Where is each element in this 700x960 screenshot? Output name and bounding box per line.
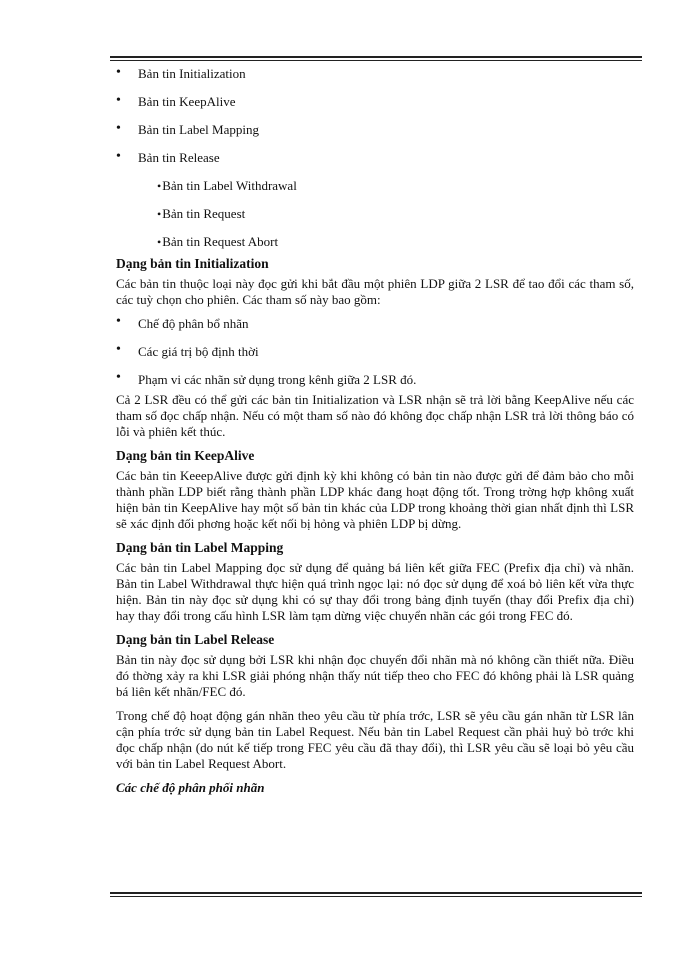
heading-label-mapping: Dạng bản tin Label Mapping (116, 540, 284, 555)
sub-list-item: •Bản tin Request Abort (157, 234, 279, 249)
paragraph: Bản tin này đọc sử dụng bởi LSR khi nhận đọc chuyển đổi nhãn mà nó không cần thiết nữa. Điều đó thờng xảy ra khi LSR giải phóng nhận thấy nút tiếp theo cho FEC đó không phải là LSR quảng bá liên kết nhãn/FEC đó. (116, 652, 634, 699)
top-rule (110, 56, 642, 61)
paragraph: Các bản tin thuộc loại này đọc gửi khi bắt đầu một phiên LDP giữa 2 LSR để tao đổi các tham số, các tuỳ chọn cho phiên. Các tham số này bao gồm: (116, 276, 634, 307)
paragraph: Các bản tin Label Mapping đọc sử dụng để quảng bá liên kết giữa FEC (Prefix địa chỉ) và nhãn. Bản tin Label Withdrawal thực hiện quá trình ngọc lại: nó đọc sử dụng để xoá bỏ liên kết vừa thực hiện. Bản tin này đọc sử dụng khi có sự thay đổi trong bảng định tuyến (thay đổi Prefix địa chỉ) hay thay đổi trong cấu hình LSR làm tạm dừng việc chuyển nhãn các gói trong FEC đó. (116, 560, 634, 623)
paragraph: Cả 2 LSR đều có thể gửi các bản tin Initialization và LSR nhận sẽ trả lời bằng KeepAlive nếu các tham số đọc chấp nhận. Nếu có một tham số nào đó không đọc chấp nhận LSR trả lời thông báo có lỗi và phiên kết thúc. (116, 392, 634, 439)
sub-list-item: •Bản tin Label Withdrawal (157, 178, 297, 193)
heading-label-distribution-modes: Các chế độ phân phối nhãn (116, 780, 265, 795)
list-item: • Các giá trị bộ định thời (116, 342, 259, 359)
list-item: • Chế độ phân bổ nhãn (116, 314, 249, 331)
sub-list-item: •Bản tin Request (157, 206, 246, 221)
list-item: • Bản tin Release (116, 149, 220, 165)
heading-label-release: Dạng bản tin Label Release (116, 632, 275, 647)
heading-initialization: Dạng bản tin Initialization (116, 256, 269, 271)
list-item: • Bản tin KeepAlive (116, 93, 236, 109)
paragraph: Các bản tin KeeepAlive được gửi định kỳ khi không có bản tin nào được gửi để đảm bảo cho mỗi thành phần LDP biết rằng thành phần LDP khác đang hoạt động tốt. Trong trờng hợp không xuất hiện bản tin KeepAlive hay một số bản tin khác của LDP trong khoảng thời gian nhất định thì LSR sẽ xác định đối phơng hoặc kết nối bị hỏng và phiên LDP bị dừng. (116, 468, 634, 531)
list-item: • Phạm vi các nhãn sử dụng trong kênh giữa 2 LSR đó. (116, 370, 417, 387)
bottom-rule (110, 892, 642, 897)
page-content (116, 66, 634, 796)
list-item: • Bản tin Initialization (116, 65, 246, 81)
list-item: • Bản tin Label Mapping (116, 121, 259, 137)
paragraph: Trong chế độ hoạt động gán nhãn theo yêu cầu từ phía trớc, LSR sẽ yêu cầu gán nhãn từ LSR lân cận phía trớc sử dụng bản tin Label Request. Nếu bản tin Label Request cần phải huỷ bỏ trớc khi đọc chấp nhận (do nút kế tiếp trong FEC yêu cầu đã thay đổi), thì LSR yêu cầu sẽ loại bỏ yêu cầu với bản tin Label Request Abort. (116, 708, 634, 771)
heading-keepalive: Dạng bản tin KeepAlive (116, 448, 255, 463)
